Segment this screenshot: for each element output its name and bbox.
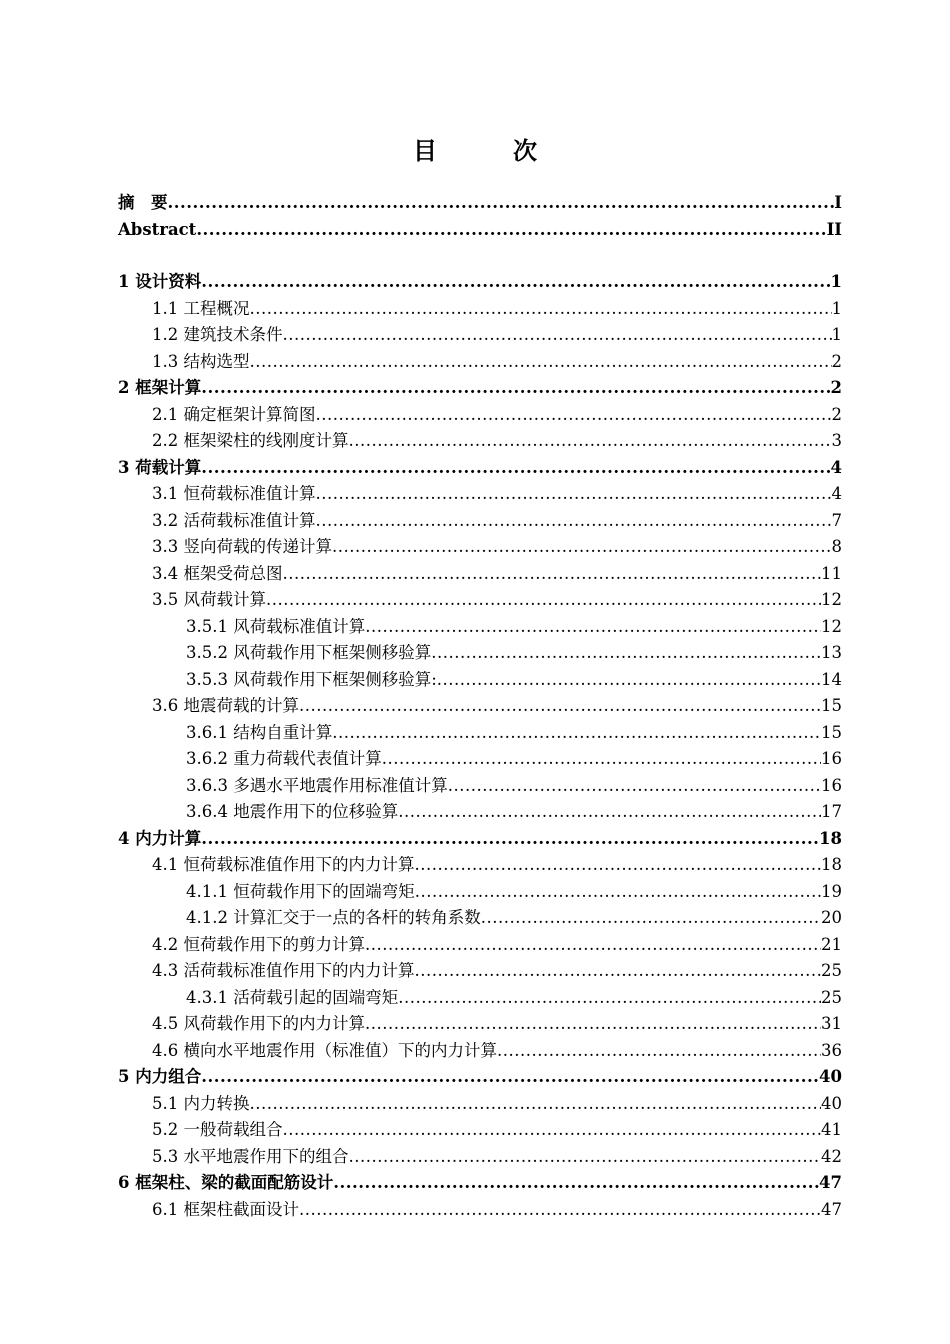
- toc-entry-label: 5.3 水平地震作用下的组合: [152, 1146, 349, 1166]
- toc-entry[interactable]: [118, 428, 842, 455]
- toc-entry-page: I: [834, 193, 842, 212]
- toc-leader-dots: [250, 296, 832, 323]
- toc-entry-page: 17: [821, 802, 842, 821]
- toc-leader-dots: [448, 773, 821, 800]
- toc-entry-label: 5.2 一般荷载组合: [152, 1120, 283, 1139]
- toc-entry-label: 4.1 恒荷载标准值作用下的内力计算: [152, 855, 415, 874]
- toc-entry-page: 47: [821, 1199, 842, 1219]
- toc-leader-dots: [283, 561, 822, 588]
- toc-leader-dots: [332, 534, 832, 561]
- toc-entry-label: 5 内力组合: [118, 1067, 202, 1086]
- toc-entry-page: II: [826, 219, 842, 239]
- toc-entry[interactable]: [118, 508, 842, 535]
- toc-entry-label: 摘 要: [118, 193, 168, 212]
- toc-entry[interactable]: [118, 561, 842, 588]
- toc-entry-label: 4.2 恒荷载作用下的剪力计算: [152, 934, 365, 954]
- toc-entry-label: 6 框架柱、梁的截面配筋设计: [118, 1173, 334, 1192]
- toc-leader-dots: [316, 508, 832, 535]
- toc-leader-dots: [299, 1197, 821, 1224]
- toc-leader-dots: [382, 746, 821, 773]
- toc-entry[interactable]: [118, 905, 842, 932]
- toc-entry[interactable]: [118, 1064, 842, 1091]
- toc-entry[interactable]: [118, 985, 842, 1012]
- toc-leader-dots: [283, 1117, 822, 1144]
- toc-entry[interactable]: [118, 826, 842, 853]
- toc-entry-label: 2.1 确定框架计算简图: [152, 404, 316, 424]
- toc-entry-label: 1 设计资料: [118, 272, 202, 291]
- toc-entry-label: 4.6 横向水平地震作用（标准值）下的内力计算: [152, 1040, 497, 1060]
- toc-entry-label: 3.4 框架受荷总图: [152, 563, 283, 583]
- toc-entry[interactable]: [118, 322, 842, 349]
- toc-entry-page: 14: [821, 669, 842, 689]
- toc-entry-page: 3: [831, 431, 842, 450]
- toc-leader-dots: [250, 349, 832, 376]
- toc-entry-page: 1: [830, 272, 842, 291]
- toc-entry-page: 12: [821, 590, 842, 609]
- toc-leader-dots: [365, 614, 821, 641]
- toc-leader-dots: [437, 667, 821, 694]
- toc-entry-label: 3.5 风荷载计算: [152, 590, 266, 609]
- toc-entry[interactable]: [118, 349, 842, 376]
- toc-entry-page: 15: [821, 696, 842, 715]
- toc-entry-label: 6.1 框架柱截面设计: [152, 1199, 299, 1219]
- toc-entry[interactable]: [118, 1011, 842, 1038]
- toc-entry-page: 8: [831, 537, 842, 556]
- toc-leader-dots: [201, 826, 819, 853]
- toc-entry-page: 1: [831, 325, 842, 344]
- toc-entry-label: 2 框架计算: [118, 378, 202, 397]
- toc-entry[interactable]: [118, 190, 842, 217]
- toc-entry-label: 4.3 活荷载标准值作用下的内力计算: [152, 961, 415, 980]
- toc-entry-label: 4.1.2 计算汇交于一点的各杆的转角系数: [186, 908, 481, 927]
- toc-entry-label: 3.1 恒荷载标准值计算: [152, 484, 316, 503]
- toc-entry-label: 4.3.1 活荷载引起的固端弯矩: [186, 987, 399, 1007]
- toc-entry-page: 25: [821, 987, 842, 1007]
- toc-entry-page: 18: [821, 855, 842, 874]
- toc-entry-page: 4: [831, 484, 842, 503]
- toc-leader-dots: [415, 958, 822, 985]
- toc-entry-page: 25: [821, 961, 842, 980]
- toc-entry[interactable]: [118, 958, 842, 985]
- toc-entry-page: 16: [821, 749, 842, 768]
- toc-entry-label: 3.6.1 结构自重计算: [186, 722, 333, 742]
- toc-entry[interactable]: [118, 932, 842, 959]
- toc-leader-dots: [266, 587, 821, 614]
- toc-entry[interactable]: [118, 375, 842, 402]
- toc-entry[interactable]: [118, 481, 842, 508]
- toc-entry-page: 36: [821, 1040, 842, 1060]
- toc-entry[interactable]: [118, 799, 842, 826]
- toc-entry-page: 2: [830, 378, 842, 397]
- toc-entry[interactable]: [118, 667, 842, 694]
- toc-entry-label: 3 荷载计算: [118, 457, 202, 477]
- toc-entry[interactable]: [118, 773, 842, 800]
- toc-entry[interactable]: [118, 296, 842, 323]
- toc-leader-dots: [398, 799, 821, 826]
- toc-entry-page: 18: [819, 828, 842, 848]
- toc-leader-dots: [431, 640, 821, 667]
- toc-entry-page: 31: [821, 1014, 842, 1033]
- toc-entry-page: 40: [821, 1093, 842, 1113]
- toc-leader-dots: [349, 1144, 822, 1171]
- toc-entry[interactable]: [118, 217, 842, 244]
- toc-entry[interactable]: [118, 1038, 842, 1065]
- toc-entry[interactable]: [118, 640, 842, 667]
- toc-entry-page: 12: [821, 616, 842, 636]
- toc-leader-dots: [250, 1091, 822, 1118]
- toc-entry[interactable]: [118, 720, 842, 747]
- toc-entry-page: 13: [821, 643, 842, 662]
- toc-entry[interactable]: [118, 1117, 842, 1144]
- toc-leader-dots: [481, 905, 821, 932]
- toc-entry-page: 19: [821, 881, 842, 901]
- toc-entry-label: 3.6.4 地震作用下的位移验算: [186, 802, 399, 821]
- toc-leader-dots: [168, 190, 835, 217]
- toc-entry-label: 5.1 内力转换: [152, 1093, 250, 1113]
- toc-entry[interactable]: [118, 852, 842, 879]
- toc-leader-dots: [349, 428, 832, 455]
- toc-entry[interactable]: [118, 402, 842, 429]
- toc-entry[interactable]: [118, 1144, 842, 1171]
- toc-entry[interactable]: [118, 534, 842, 561]
- toc-leader-dots: [415, 879, 821, 906]
- toc-leader-dots: [333, 1170, 819, 1197]
- toc-entry[interactable]: [118, 1170, 842, 1197]
- toc-entry-page: 16: [821, 775, 842, 795]
- toc-leader-dots: [201, 455, 830, 482]
- toc-entry-label: 3.5.3 风荷载作用下框架侧移验算:: [186, 669, 437, 689]
- toc-leader-dots: [415, 852, 822, 879]
- toc-entry-label: Abstract: [118, 219, 197, 239]
- toc-entry[interactable]: [118, 614, 842, 641]
- toc-entry-page: 21: [821, 934, 842, 954]
- toc-leader-dots: [299, 693, 821, 720]
- toc-entry-page: 7: [831, 510, 842, 530]
- toc-entry-label: 1.2 建筑技术条件: [152, 325, 283, 344]
- toc-entry-page: 47: [819, 1173, 842, 1192]
- toc-entry[interactable]: [118, 455, 842, 482]
- toc-leader-dots: [201, 375, 830, 402]
- toc-entry-label: 4.5 风荷载作用下的内力计算: [152, 1014, 365, 1033]
- toc-entry-label: 4 内力计算: [118, 828, 202, 848]
- toc-leader-dots: [365, 1011, 821, 1038]
- toc-entry-page: 2: [831, 351, 842, 371]
- toc-entry-page: 4: [830, 457, 842, 477]
- toc-entry[interactable]: [118, 746, 842, 773]
- toc-entry-page: 40: [819, 1067, 842, 1086]
- toc-entry-label: 3.5.2 风荷载作用下框架侧移验算: [186, 643, 432, 662]
- toc-entry-label: 3.3 竖向荷载的传递计算: [152, 537, 332, 556]
- toc-leader-dots: [196, 217, 826, 244]
- toc-leader-dots: [332, 720, 821, 747]
- toc-title: 目 次: [413, 136, 563, 165]
- toc-leader-dots: [365, 932, 821, 959]
- toc-entry[interactable]: [118, 269, 842, 296]
- toc-entry[interactable]: [118, 693, 842, 720]
- toc-entry-label: 3.2 活荷载标准值计算: [152, 510, 316, 530]
- toc-entry[interactable]: [118, 1091, 842, 1118]
- toc-leader-dots: [316, 481, 832, 508]
- toc-entry[interactable]: [118, 879, 842, 906]
- toc-entry-page: 1: [831, 298, 842, 318]
- toc-entry[interactable]: [118, 1197, 842, 1224]
- toc-entry-label: 1.1 工程概况: [152, 298, 250, 318]
- toc-leader-dots: [497, 1038, 821, 1065]
- toc-entry-page: 2: [831, 404, 842, 424]
- toc-leader-dots: [201, 269, 830, 296]
- table-of-contents: [118, 190, 842, 1223]
- toc-entry-label: 3.6.3 多遇水平地震作用标准值计算: [186, 775, 448, 795]
- toc-leader-dots: [398, 985, 821, 1012]
- toc-leader-dots: [316, 402, 832, 429]
- toc-entry[interactable]: [118, 587, 842, 614]
- toc-entry-page: 15: [821, 722, 842, 742]
- toc-leader-dots: [283, 322, 832, 349]
- toc-entry-label: 2.2 框架梁柱的线刚度计算: [152, 431, 349, 450]
- toc-leader-dots: [201, 1064, 819, 1091]
- toc-entry-label: 3.6.2 重力荷载代表值计算: [186, 749, 382, 768]
- toc-entry-label: 4.1.1 恒荷载作用下的固端弯矩: [186, 881, 415, 901]
- toc-entry-page: 11: [821, 563, 842, 583]
- toc-entry-label: 3.5.1 风荷载标准值计算: [186, 616, 366, 636]
- toc-entry-page: 20: [821, 908, 842, 927]
- toc-entry-page: 42: [821, 1146, 842, 1166]
- toc-entry-label: 3.6 地震荷载的计算: [152, 696, 299, 715]
- toc-entry-label: 1.3 结构选型: [152, 351, 250, 371]
- toc-entry-page: 41: [821, 1120, 842, 1139]
